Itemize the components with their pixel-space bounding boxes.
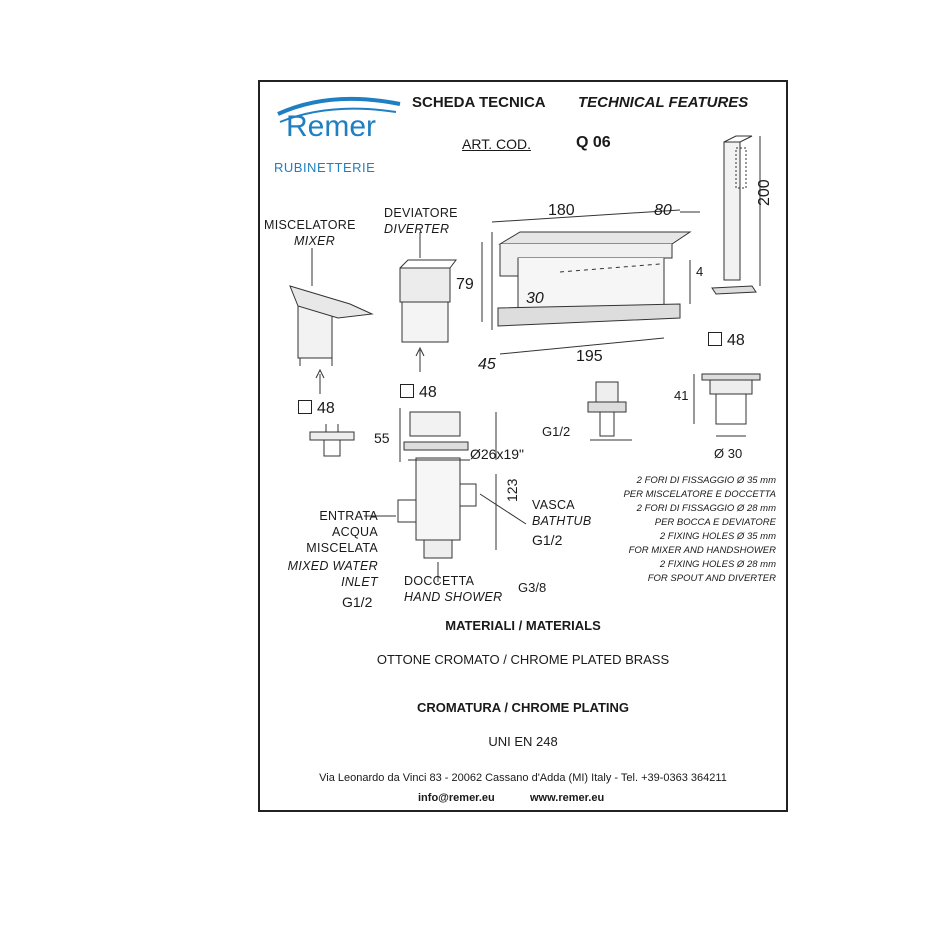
- fixing-note: FOR SPOUT AND DIVERTER: [647, 573, 776, 584]
- inlet-label-en-line: INLET: [341, 575, 378, 589]
- fixing-note: FOR MIXER AND HANDSHOWER: [628, 545, 776, 556]
- fixing-note: PER MISCELATORE E DOCCETTA: [623, 489, 776, 500]
- diverter-size-value: 48: [419, 384, 437, 401]
- inlet-label-line: ACQUA: [332, 525, 378, 539]
- spout-depth: 80: [654, 202, 672, 219]
- handshower-size-value: 48: [727, 332, 745, 349]
- inlet-thread: G1/2: [342, 594, 373, 610]
- spout-base-depth: 45: [478, 356, 496, 373]
- diverter-label-en: DIVERTER: [384, 222, 450, 236]
- fitting-right-diameter: Ø 30: [714, 446, 743, 461]
- mixer-label-it: MISCELATORE: [264, 218, 356, 232]
- fitting-right-height: 41: [674, 388, 689, 403]
- spout-height: 79: [456, 276, 474, 293]
- square-icon: [298, 400, 312, 414]
- art-code-value: Q 06: [576, 134, 611, 151]
- spout-plate: 4: [696, 264, 704, 279]
- art-code-label: ART. COD.: [462, 136, 531, 152]
- body-height: 55: [374, 430, 390, 446]
- spout-offset: 30: [526, 290, 544, 307]
- handshower-height: 200: [756, 179, 773, 206]
- fitting-small-thread: G1/2: [542, 424, 571, 439]
- inlet-label-line: ENTRATA: [319, 509, 378, 523]
- fixing-note: 2 FORI DI FISSAGGIO Ø 35 mm: [636, 475, 776, 486]
- fixing-notes: [623, 474, 776, 586]
- technical-sheet: [258, 80, 788, 812]
- footer-website: www.remer.eu: [530, 792, 605, 804]
- inlet-label-it: [288, 508, 378, 556]
- inlet-label-en-line: MIXED WATER: [287, 559, 378, 573]
- diverter-label-it: DEVIATORE: [384, 206, 458, 220]
- square-icon: [708, 332, 722, 346]
- spout-width: 180: [548, 202, 575, 219]
- title-it: SCHEDA TECNICA: [412, 94, 546, 111]
- bath-thread: G1/2: [532, 532, 563, 548]
- inlet-label-en: [264, 558, 378, 590]
- spout-base-width: 195: [576, 348, 603, 365]
- fixing-note: 2 FORI DI FISSAGGIO Ø 28 mm: [636, 503, 776, 514]
- bath-label-en: BATHTUB: [532, 514, 592, 528]
- shower-label-en: HAND SHOWER: [404, 590, 503, 604]
- materials-heading: MATERIALI / MATERIALS: [445, 618, 601, 633]
- brand-logo: [286, 110, 376, 144]
- title-en: TECHNICAL FEATURES: [578, 94, 749, 111]
- fixing-note: 2 FIXING HOLES Ø 28 mm: [659, 559, 776, 570]
- body-length: 123: [504, 478, 520, 502]
- inlet-label-line: MISCELATA: [306, 541, 378, 555]
- square-icon: [400, 384, 414, 398]
- mixer-size-value: 48: [317, 400, 335, 417]
- mixer-size: [298, 400, 335, 418]
- brand-subtitle: RUBINETTERIE: [274, 160, 376, 175]
- plating-heading: CROMATURA / CHROME PLATING: [416, 700, 630, 715]
- shower-thread: G3/8: [518, 580, 547, 595]
- shower-label-it: DOCCETTA: [404, 574, 475, 588]
- plating-value: UNI EN 248: [488, 734, 558, 749]
- footer-email: info@remer.eu: [418, 792, 495, 804]
- fixing-note: PER BOCCA E DEVIATORE: [654, 517, 776, 528]
- body-diameter: Ø26x19": [470, 446, 525, 462]
- mixer-label-en: MIXER: [294, 234, 336, 248]
- materials-value: OTTONE CROMATO / CHROME PLATED BRASS: [376, 652, 670, 667]
- fixing-note: 2 FIXING HOLES Ø 35 mm: [659, 531, 776, 542]
- bath-label-it: VASCA: [532, 498, 575, 512]
- brand-name: Remer: [286, 110, 377, 143]
- footer-address: Via Leonardo da Vinci 83 - 20062 Cassano d'Adda (MI) Italy - Tel. +39-0363 364211: [319, 772, 727, 784]
- handshower-size: [708, 332, 745, 350]
- diverter-size: [400, 384, 437, 402]
